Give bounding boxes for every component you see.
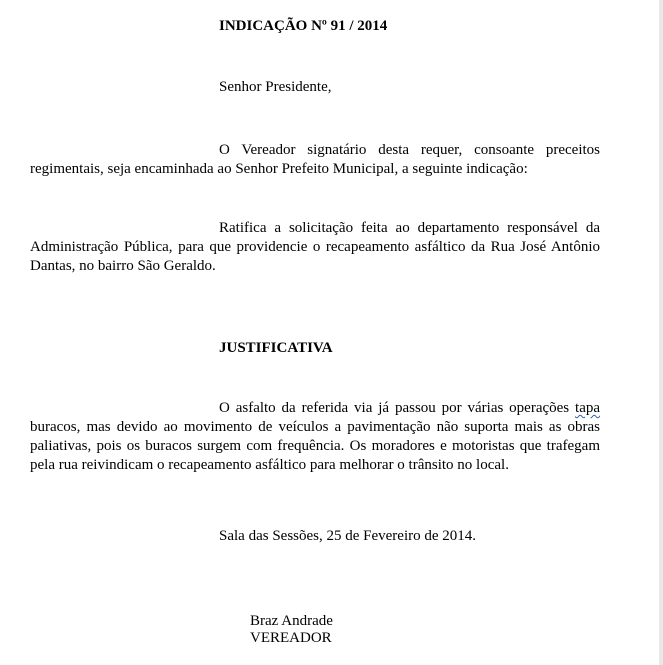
date-line: Sala das Sessões, 25 de Fevereiro de 2014. xyxy=(219,528,477,544)
signature-role: VEREADOR xyxy=(250,630,332,646)
intro-rest: regimentais, seja encaminhada ao Senhor Prefeito Municipal, a seguinte indicação: xyxy=(30,161,528,177)
intro-first-line: O Vereador signatário desta requer, consoante preceitos xyxy=(219,142,600,158)
justification-paragraph xyxy=(30,399,600,475)
signature-name: Braz Andrade xyxy=(250,613,333,629)
document-title: INDICAÇÃO Nº 91 / 2014 xyxy=(219,18,388,34)
justification-rest: buracos, mas devido ao movimento de veículos a pavimentação não suporta mais as obras paliativas, pois os buracos surgem com frequência. Os moradores e motoristas que trafegam pela rua reivindicam o recapeamento asfáltico para melhorar o trânsito no local. xyxy=(30,419,600,473)
request-first-line: Ratifica a solicitação feita ao departamento responsável da xyxy=(219,220,600,236)
spellcheck-marked-word: tapa xyxy=(575,400,601,416)
salutation: Senhor Presidente, xyxy=(219,79,332,95)
request-rest: Administração Pública, para que providencie o recapeamento asfáltico da Rua José Antônio Dantas, no bairro São Geraldo. xyxy=(30,239,600,274)
request-paragraph xyxy=(30,219,600,276)
intro-paragraph xyxy=(30,141,600,179)
page-edge xyxy=(659,0,663,665)
justification-heading: JUSTIFICATIVA xyxy=(219,340,333,356)
justification-first-line: O asfalto da referida via já passou por várias operações xyxy=(219,400,570,416)
